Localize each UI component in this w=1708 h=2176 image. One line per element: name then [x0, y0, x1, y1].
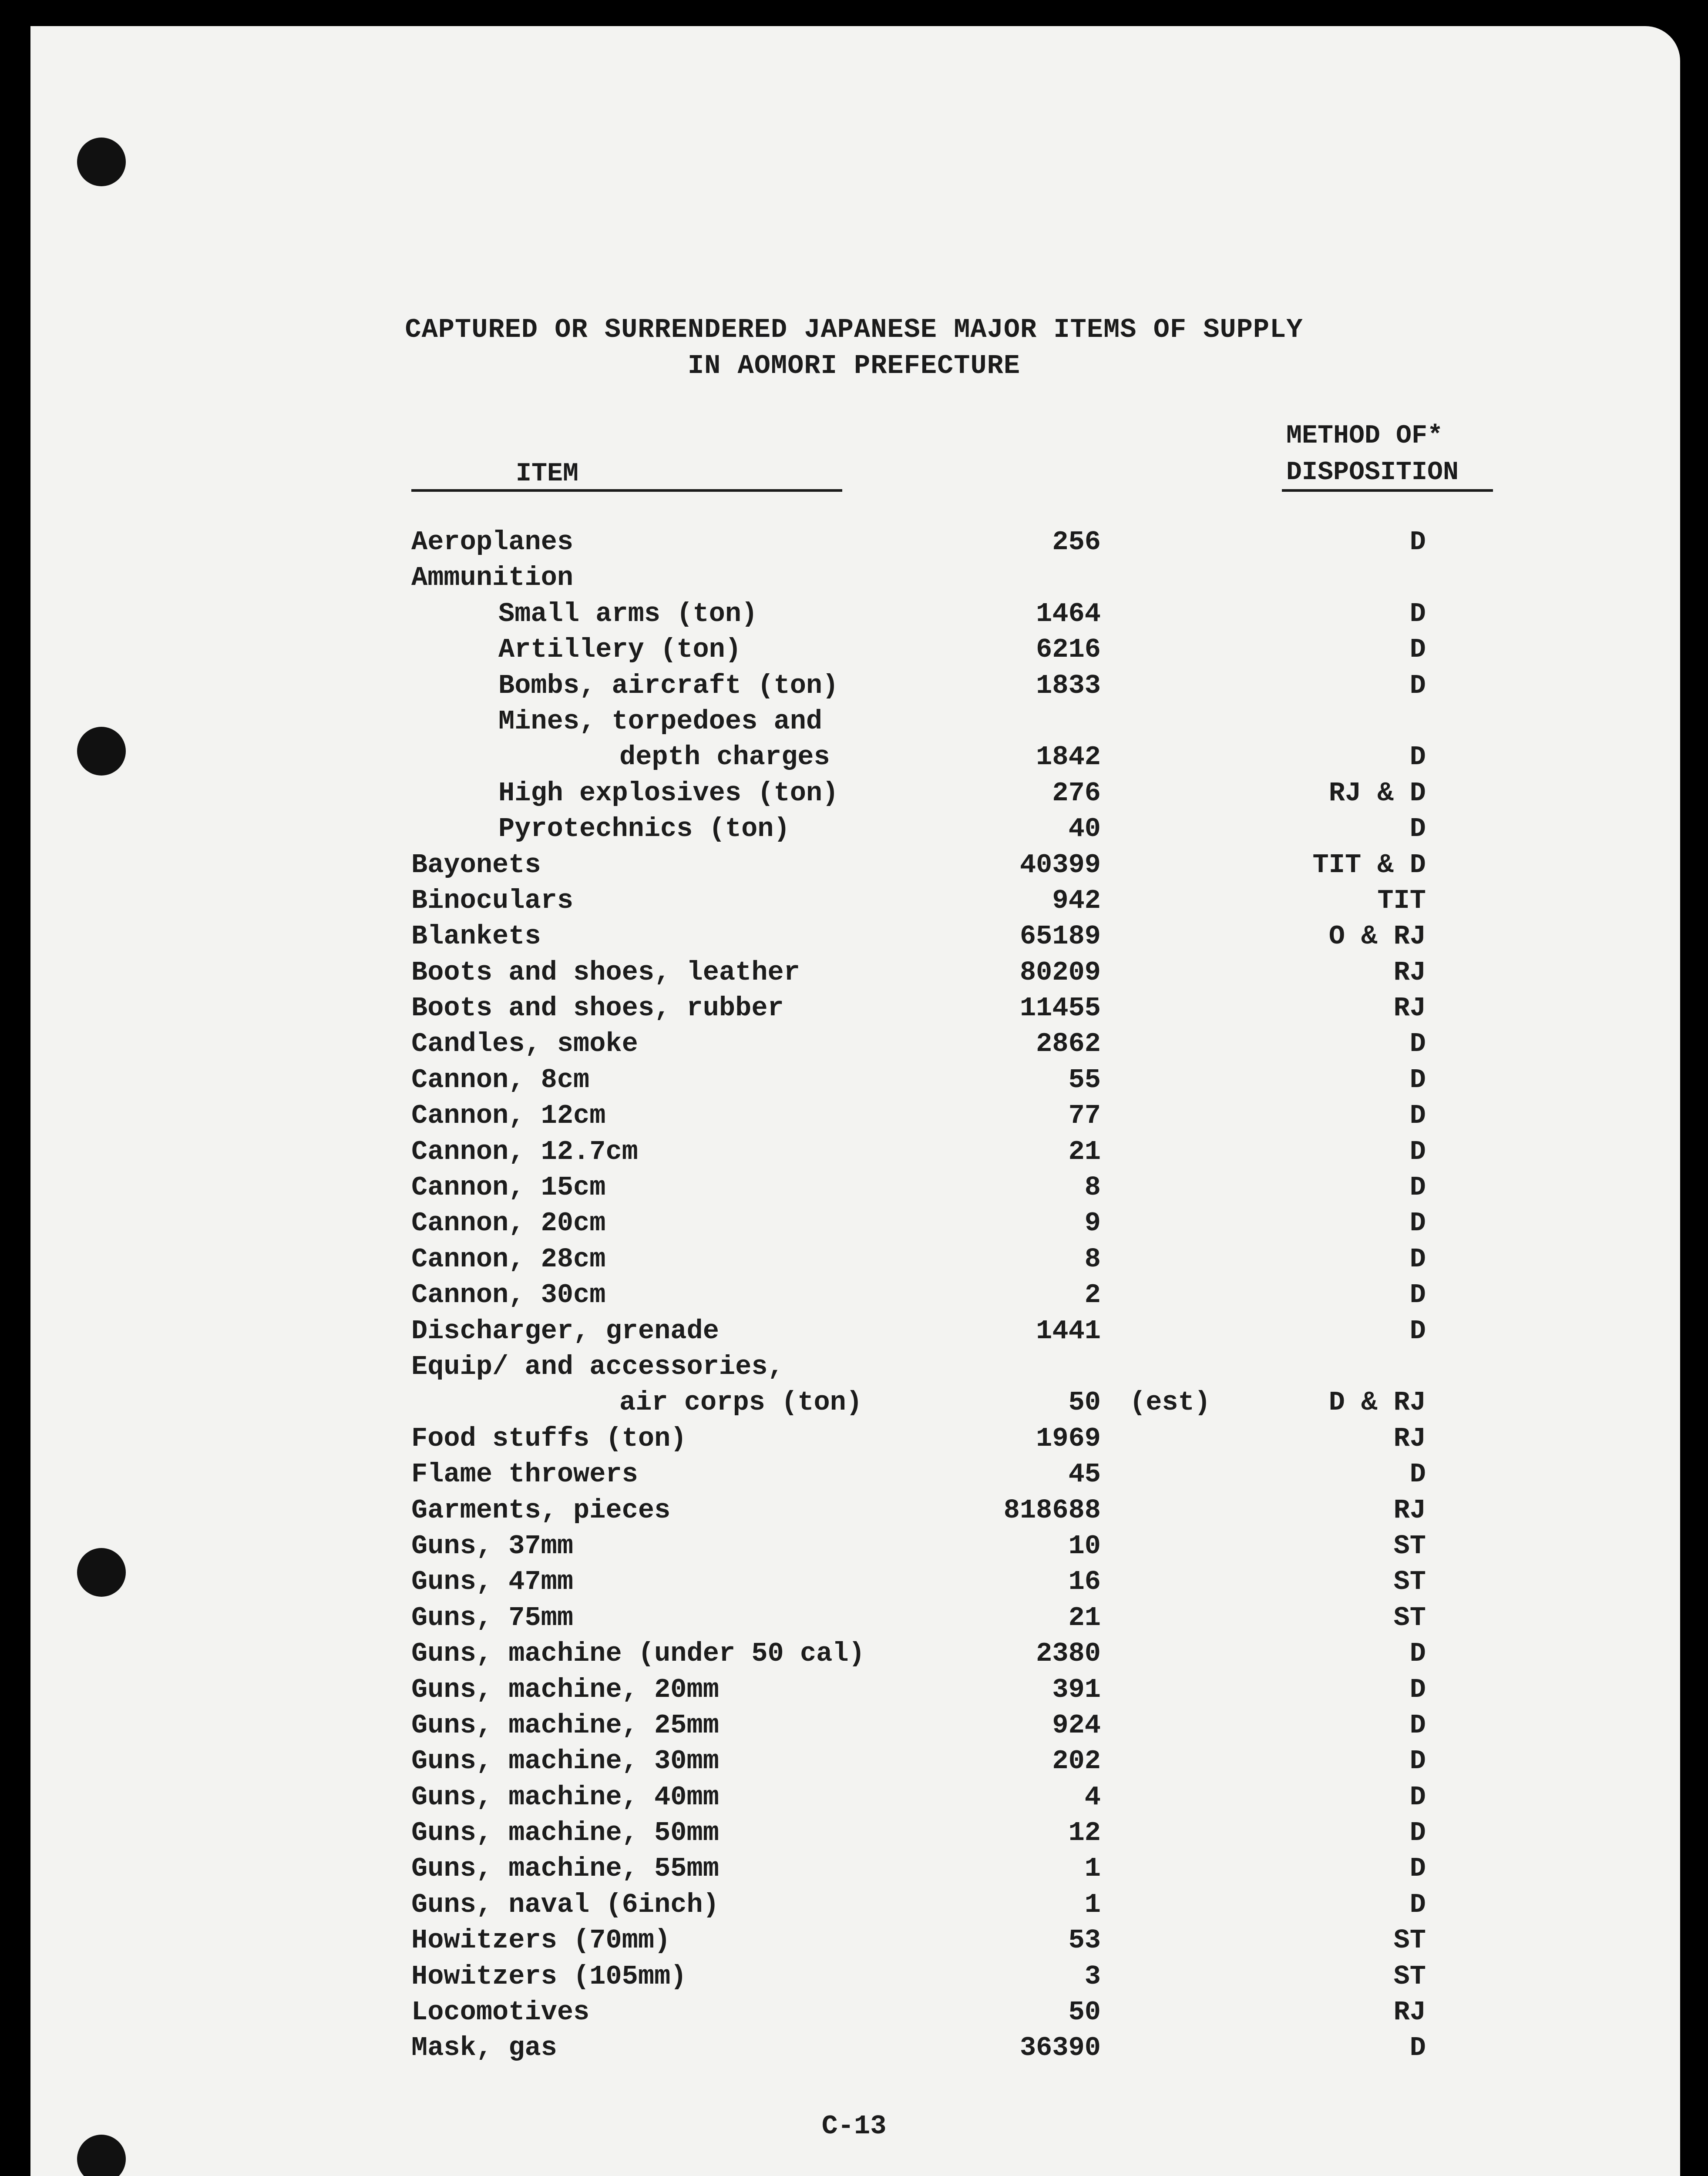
page-number: C-13	[821, 2111, 887, 2142]
item-quantity: 2	[1084, 1279, 1101, 1311]
disposition-code: D	[1409, 1279, 1426, 1311]
disposition-code: D	[1409, 1208, 1426, 1239]
item-quantity: 391	[1052, 1674, 1101, 1705]
item-quantity: 8	[1084, 1172, 1101, 1203]
item-quantity: 77	[1068, 1100, 1101, 1132]
item-name: Cannon, 28cm	[411, 1243, 606, 1275]
item-name: Locomotives	[411, 1997, 590, 2028]
item-name: Garments, pieces	[411, 1494, 671, 1526]
table-row	[0, 634, 1708, 670]
header-underline	[411, 489, 842, 492]
table-row	[0, 1602, 1708, 1638]
disposition-code: D	[1409, 598, 1426, 629]
item-quantity: 10	[1068, 1530, 1101, 1561]
item-quantity: 1	[1084, 1853, 1101, 1884]
item-quantity: 1	[1084, 1889, 1101, 1920]
table-row	[0, 1136, 1708, 1172]
table-row	[0, 1817, 1708, 1853]
table-row	[0, 1925, 1708, 1961]
disposition-code: RJ	[1393, 1997, 1426, 2028]
disposition-code: D	[1409, 1638, 1426, 1669]
item-name: Ammunition	[411, 562, 574, 594]
table-row	[0, 562, 1708, 598]
item-quantity: 1464	[1036, 598, 1101, 629]
disposition-code: ST	[1393, 1530, 1426, 1561]
item-quantity: 50	[1068, 1387, 1101, 1418]
document-subtitle: IN AOMORI PREFECTURE	[687, 350, 1021, 381]
disposition-code: TIT & D	[1312, 849, 1426, 880]
disposition-code: D & RJ	[1328, 1387, 1426, 1418]
item-name: Howitzers (105mm)	[411, 1961, 687, 1992]
disposition-code: D	[1409, 1136, 1426, 1167]
item-name: Blankets	[411, 921, 541, 952]
item-quantity: 942	[1052, 885, 1101, 916]
item-name: Guns, machine, 30mm	[411, 1746, 719, 1777]
item-name: Cannon, 20cm	[411, 1208, 606, 1239]
disposition-code: D	[1409, 1100, 1426, 1132]
item-name: Cannon, 12cm	[411, 1100, 606, 1132]
disposition-code: D	[1409, 1315, 1426, 1347]
item-name: Mask, gas	[411, 2032, 557, 2064]
item-name: Discharger, grenade	[411, 1315, 719, 1347]
table-row	[0, 1746, 1708, 1781]
item-quantity: 40399	[1019, 849, 1101, 880]
disposition-code: RJ	[1393, 957, 1426, 988]
table-row	[0, 1710, 1708, 1746]
item-name: air corps (ton)	[619, 1387, 863, 1418]
document-title: CAPTURED OR SURRENDERED JAPANESE MAJOR ITEMS OF SUPPLY	[405, 314, 1303, 345]
disposition-code: ST	[1393, 1566, 1426, 1598]
table-row	[0, 670, 1708, 706]
disposition-code: D	[1409, 1853, 1426, 1884]
table-row	[0, 778, 1708, 813]
table-row	[0, 1208, 1708, 1243]
table-row	[0, 1244, 1708, 1279]
disposition-code: D	[1409, 1064, 1426, 1095]
item-quantity: 818688	[1003, 1494, 1101, 1526]
item-quantity: 2862	[1036, 1028, 1101, 1060]
table-row	[0, 1889, 1708, 1925]
item-quantity: 21	[1068, 1136, 1101, 1167]
disposition-code: D	[1409, 1459, 1426, 1490]
disposition-code: D	[1409, 634, 1426, 665]
table-row	[0, 1997, 1708, 2032]
item-name: Cannon, 12.7cm	[411, 1136, 638, 1167]
column-header-item: ITEM	[516, 459, 579, 489]
item-name: Boots and shoes, leather	[411, 957, 800, 988]
table-row	[0, 1064, 1708, 1100]
disposition-code: D	[1409, 1781, 1426, 1813]
table-row	[0, 1351, 1708, 1387]
disposition-code: D	[1409, 1674, 1426, 1705]
table-row	[0, 1853, 1708, 1889]
item-quantity: 6216	[1036, 634, 1101, 665]
item-quantity: 11455	[1019, 993, 1101, 1024]
item-quantity: 80209	[1019, 957, 1101, 988]
column-header-method: METHOD OF*	[1286, 421, 1443, 451]
item-name: Artillery (ton)	[498, 634, 742, 665]
item-name: Aeroplanes	[411, 527, 574, 557]
item-quantity: 276	[1052, 777, 1101, 809]
disposition-code: D	[1409, 742, 1426, 773]
disposition-code: RJ	[1393, 1423, 1426, 1454]
item-name: Bombs, aircraft (ton)	[498, 670, 839, 701]
disposition-code: D	[1409, 1889, 1426, 1920]
item-name: Guns, machine (under 50 cal)	[411, 1638, 865, 1669]
disposition-code: D	[1409, 1817, 1426, 1849]
table-row	[0, 921, 1708, 957]
item-name: Guns, machine, 55mm	[411, 1853, 719, 1884]
table-row	[0, 1316, 1708, 1351]
item-name: Boots and shoes, rubber	[411, 993, 784, 1024]
table-row	[0, 1638, 1708, 1674]
item-quantity: 50	[1068, 1997, 1101, 2028]
table-row	[0, 885, 1708, 921]
table-row	[0, 1495, 1708, 1531]
item-name: Food stuffs (ton)	[411, 1423, 687, 1454]
disposition-code: RJ & D	[1328, 777, 1426, 809]
table-row	[0, 1028, 1708, 1064]
item-name: Guns, 75mm	[411, 1602, 574, 1633]
item-quantity: 4	[1084, 1781, 1101, 1813]
table-row	[0, 1674, 1708, 1710]
item-name: Cannon, 30cm	[411, 1279, 606, 1311]
disposition-code: O & RJ	[1328, 921, 1426, 952]
item-quantity: 45	[1068, 1459, 1101, 1490]
table-row	[0, 1172, 1708, 1208]
disposition-code: ST	[1393, 1961, 1426, 1992]
table-row	[0, 1531, 1708, 1566]
disposition-code: D	[1409, 813, 1426, 845]
item-name: Bayonets	[411, 849, 541, 880]
table-row	[0, 527, 1708, 562]
item-quantity: 9	[1084, 1208, 1101, 1239]
item-quantity: 36390	[1019, 2032, 1101, 2064]
disposition-code: D	[1409, 1028, 1426, 1060]
header-underline	[1282, 489, 1493, 492]
item-quantity: 53	[1068, 1925, 1101, 1956]
table-row	[0, 1961, 1708, 1997]
item-name: Guns, machine, 50mm	[411, 1817, 719, 1849]
table-row	[0, 1279, 1708, 1315]
item-quantity: 3	[1084, 1961, 1101, 1992]
item-name: Guns, naval (6inch)	[411, 1889, 719, 1920]
disposition-code: D	[1409, 2032, 1426, 2064]
item-quantity: 924	[1052, 1709, 1101, 1741]
item-quantity: 21	[1068, 1602, 1101, 1633]
item-quantity: 55	[1068, 1064, 1101, 1095]
supply-table	[0, 527, 1708, 2069]
item-name: Guns, 47mm	[411, 1566, 574, 1598]
item-name: Guns, machine, 20mm	[411, 1674, 719, 1705]
item-quantity: 40	[1068, 813, 1101, 845]
item-quantity: 256	[1052, 527, 1101, 557]
item-quantity: 1441	[1036, 1315, 1101, 1347]
item-quantity: 16	[1068, 1566, 1101, 1598]
item-name: Guns, machine, 40mm	[411, 1781, 719, 1813]
table-row	[0, 850, 1708, 885]
disposition-code: D	[1409, 1243, 1426, 1275]
punch-hole	[77, 138, 126, 186]
column-header-disposition: DISPOSITION	[1286, 458, 1459, 487]
table-row	[0, 993, 1708, 1028]
item-name: Cannon, 15cm	[411, 1172, 606, 1203]
item-name: Flame throwers	[411, 1459, 638, 1490]
item-name: Small arms (ton)	[498, 598, 758, 629]
disposition-code: RJ	[1393, 1494, 1426, 1526]
item-name: Pyrotechnics (ton)	[498, 813, 790, 845]
disposition-code: ST	[1393, 1602, 1426, 1633]
disposition-code: ST	[1393, 1925, 1426, 1956]
item-name: Guns, 37mm	[411, 1530, 574, 1561]
disposition-code: D	[1409, 527, 1426, 557]
disposition-code: TIT	[1377, 885, 1426, 916]
item-name: depth charges	[619, 742, 830, 773]
disposition-code: RJ	[1393, 993, 1426, 1024]
disposition-code: D	[1409, 1709, 1426, 1741]
table-row	[0, 1459, 1708, 1494]
item-quantity: 2380	[1036, 1638, 1101, 1669]
item-name: Binoculars	[411, 885, 574, 916]
disposition-code: D	[1409, 670, 1426, 701]
item-quantity: 1969	[1036, 1423, 1101, 1454]
item-quantity: 65189	[1019, 921, 1101, 952]
table-row	[0, 706, 1708, 742]
item-name: Cannon, 8cm	[411, 1064, 590, 1095]
table-row	[0, 598, 1708, 634]
item-name: High explosives (ton)	[498, 777, 839, 809]
estimate-note: (est)	[1130, 1387, 1211, 1418]
table-row	[0, 957, 1708, 993]
item-quantity: 202	[1052, 1746, 1101, 1777]
table-row	[0, 2032, 1708, 2068]
table-row	[0, 742, 1708, 777]
item-name: Guns, machine, 25mm	[411, 1709, 719, 1741]
item-quantity: 12	[1068, 1817, 1101, 1849]
table-row	[0, 813, 1708, 849]
disposition-code: D	[1409, 1172, 1426, 1203]
item-name: Howitzers (70mm)	[411, 1925, 671, 1956]
item-name: Mines, torpedoes and	[498, 705, 823, 737]
item-quantity: 1833	[1036, 670, 1101, 701]
item-quantity: 8	[1084, 1243, 1101, 1275]
table-row	[0, 1100, 1708, 1136]
table-row	[0, 1782, 1708, 1817]
item-name: Equip/ and accessories,	[411, 1351, 784, 1382]
table-row	[0, 1387, 1708, 1423]
table-row	[0, 1566, 1708, 1602]
table-row	[0, 1423, 1708, 1459]
item-name: Candles, smoke	[411, 1028, 638, 1060]
disposition-code: D	[1409, 1746, 1426, 1777]
item-quantity: 1842	[1036, 742, 1101, 773]
